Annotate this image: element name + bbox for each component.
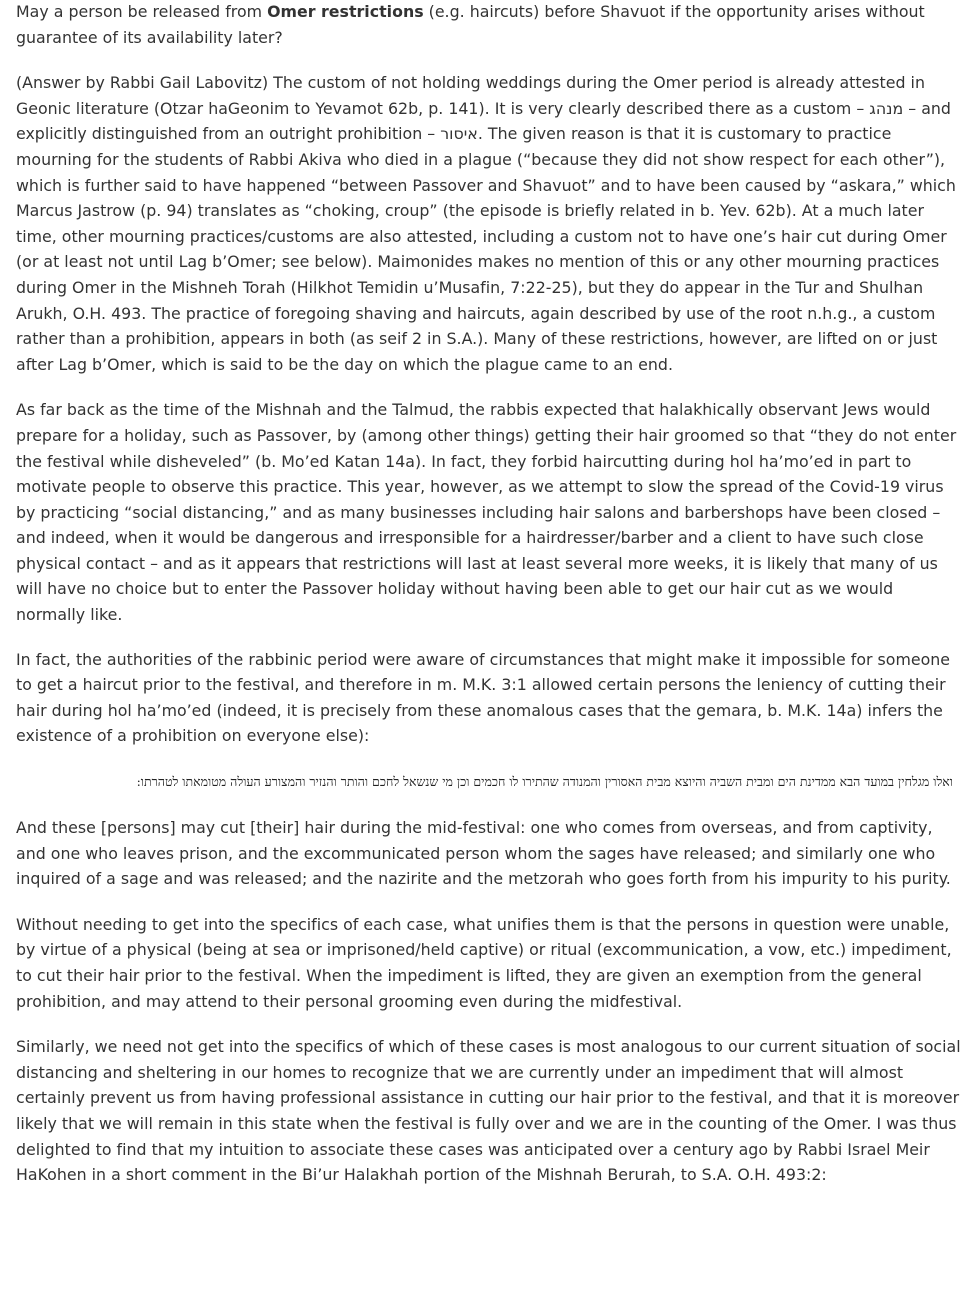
answer-paragraph: (Answer by Rabbi Gail Labovitz) The custom of not holding weddings during the Omer period is already attested in Geonic literature (Otzar haGeonim to Yevamot 62b, p. 141). It is very clearly described there as a custom – מנהג – and explicitly distinguished from an outright prohibition – איסור. The given reason is that it is customary to practice mourning for the students of Rabbi Akiva who died in a plague (“because they did not show respect for each other”), which is further said to have happened “between Passover and Shavuot” and to have been caused by “askara,” which Marcus Jastrow (p. 94) translates as “choking, croup” (the episode is briefly related in b. Yev. 62b). At a much later time, other mourning practices/customs are also attested, including a custom not to have one’s hair cut during Omer (or at least not until Lag b’Omer; see below). Maimonides makes no mention of this or any other mourning practices during Omer in the Mishneh Torah (Hilkhot Temidin u’Musafin, 7:22-25), but they do appear in the Tur and Shulhan Arukh, O.H. 493. The practice of foregoing shaving and haircuts, again described by use of the root n.h.g., a custom rather than a prohibition, appears in both (as seif 2 in S.A.). Many of these restrictions, however, are lifted on or just after Lag b’Omer, which is said to be the day on which the plague came to an end.	[16, 73, 956, 374]
article-body	[16, 0, 961, 1188]
question-prefix: May a person be released from	[16, 2, 268, 21]
hebrew-quote: ואלו מגלחין במועד הבא ממדינת הים ומבית השביה והיוצא מבית האסורין והמנודה שהתירו לו חכמים וכן מי שנשאל לחכם והותר והנזיר והמצורע העולה מטומאתו לטהרתו:	[136, 774, 953, 790]
rabbinic-period-paragraph: In fact, the authorities of the rabbinic period were aware of circumstances that might make it impossible for someone to get a haircut prior to the festival, and therefore in m. M.K. 3:1 allowed certain persons the leniency of cutting their hair during hol ha’mo’ed (indeed, it is precisely from these anomalous cases that the gemara, b. M.K. 14a) infers the existence of a prohibition on everyone else):	[16, 649, 950, 746]
question	[16, 0, 961, 50]
passover-paragraph: As far back as the time of the Mishnah and the Talmud, the rabbis expected that halakhically observant Jews would prepare for a holiday, such as Passover, by (among other things) getting their hair groomed so that “they do not enter the festival while disheveled” (b. Mo’ed Katan 14a). In fact, they forbid haircutting during hol ha’mo’ed in part to motivate people to observe this practice. This year, however, as we attempt to slow the spread of the Covid-19 virus by practicing “social distancing,” and as many businesses including hair salons and barbershops have been closed – and indeed, when it would be dangerous and irresponsible for a hairdresser/barber and a client to have such close physical contact – and as it appears that restrictions will last at least several more weeks, it is likely that many of us will have no choice but to enter the Passover holiday without having been able to get our hair cut as we would normally like.	[16, 400, 957, 625]
question-suffix: (e.g. haircuts) before Shavuot if the opportunity arises without guarantee of its availability later?	[16, 2, 925, 47]
conclusion-paragraph: Similarly, we need not get into the specifics of which of these cases is most analogous to our current situation of social distancing and sheltering in our homes to recognize that we are currently under an impediment that will almost certainly prevent us from having professional assistance in cutting our hair prior to the festival, and that it is moreover likely that we will remain in this state when the festival is fully over and we are in the counting of the Omer. I was thus delighted to find that my intuition to associate these cases was anticipated over a century ago by Rabbi Israel Meir HaKohen in a short comment in the Bi’ur Halakhah portion of the Mishnah Berurah, to S.A. O.H. 493:2:	[16, 1037, 961, 1185]
question-bold: Omer restrictions	[267, 2, 424, 21]
translation-paragraph: And these [persons] may cut [their] hair during the mid-festival: one who comes from overseas, and from captivity, and one who leaves prison, and the excommunicated person whom the sages have released; and similarly one who inquired of a sage and was released; and the nazirite and the metzorah who goes forth from his impurity to his purity.	[16, 818, 951, 889]
impediment-paragraph: Without needing to get into the specifics of each case, what unifies them is that the persons in question were unable, by virtue of a physical (being at sea or imprisoned/held captive) or ritual (excommunication, a vow, etc.) impediment, to cut their hair prior to the festival. When the impediment is lifted, they are given an exemption from the general prohibition, and may attend to their personal grooming even during the midfestival.	[16, 914, 952, 1011]
